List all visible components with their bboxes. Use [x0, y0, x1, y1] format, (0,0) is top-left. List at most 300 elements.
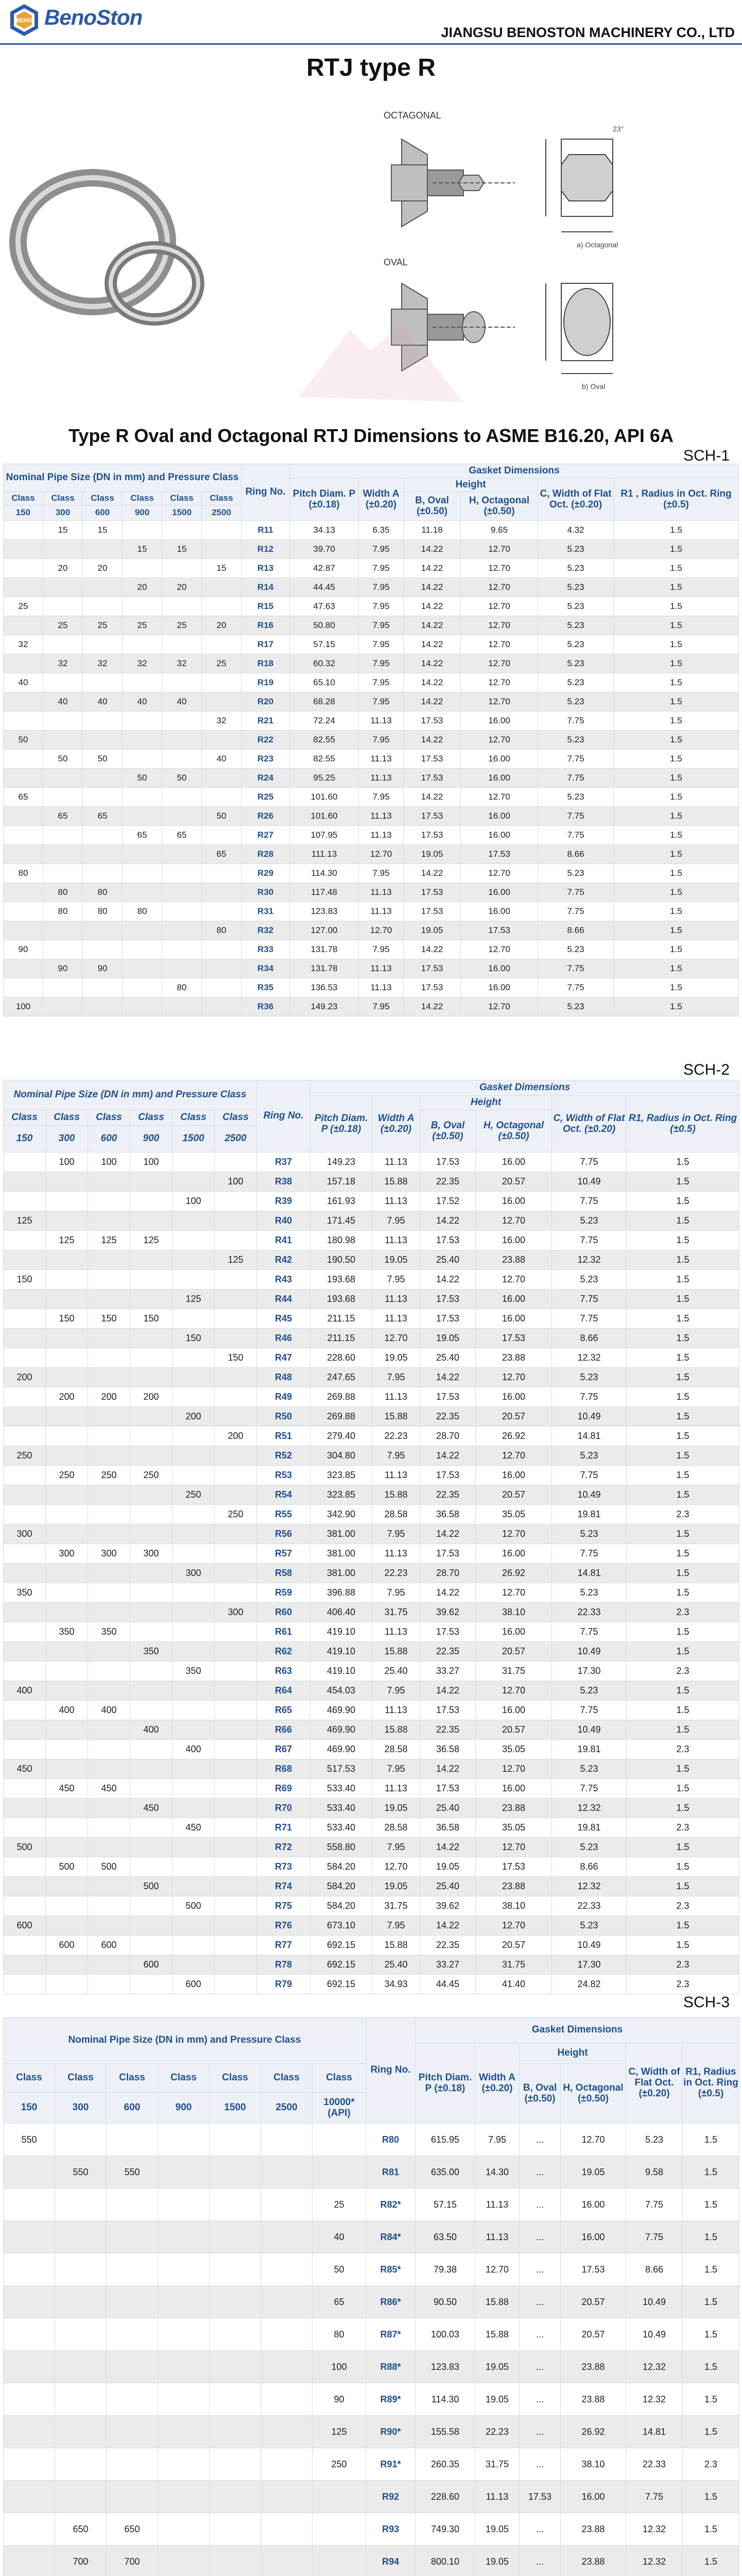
table-cell: 5.23: [538, 940, 614, 959]
table-cell: 32: [202, 711, 241, 731]
ring-number-cell: R34: [241, 959, 290, 978]
table-cell: 12.70: [476, 1270, 552, 1290]
table-cell: 7.95: [372, 1270, 420, 1290]
table-cell: 16.00: [476, 1192, 552, 1211]
table-cell: 12.70: [476, 1368, 552, 1387]
table-cell: [172, 1838, 215, 1857]
table-cell: 32: [162, 654, 202, 673]
table-cell: 39.62: [420, 1603, 476, 1622]
table-cell: 15.88: [475, 2286, 520, 2318]
table-row: [4, 1896, 739, 1916]
table-cell: [83, 826, 123, 845]
table-cell: [43, 788, 83, 807]
table-row: [4, 940, 739, 959]
table-cell: [88, 1446, 130, 1466]
table-cell: [215, 1192, 257, 1211]
table-cell: 1.5: [614, 692, 739, 711]
table-cell: [162, 997, 202, 1016]
table-cell: 12.70: [461, 559, 538, 578]
table-cell: [130, 1975, 172, 1994]
c-width-header: C, Width of Flat Oct. (±0.20): [538, 479, 614, 521]
table-row: [4, 883, 739, 902]
table-cell: 11.13: [359, 750, 404, 769]
ring-number-cell: R26: [241, 807, 290, 826]
table-cell: 63.50: [416, 2221, 475, 2253]
table-cell: 400: [172, 1740, 215, 1759]
table-cell: 533.40: [310, 1799, 372, 1818]
table-cell: 600: [46, 1936, 88, 1955]
width-header: Width A (±0.20): [475, 2043, 520, 2124]
table-row: [4, 1485, 739, 1505]
table-cell: [4, 1192, 46, 1211]
ring-number-cell: R85*: [366, 2253, 416, 2286]
table-cell: 1.5: [614, 845, 739, 864]
table-cell: [261, 2318, 313, 2351]
table-cell: 65: [162, 826, 202, 845]
table-cell: 1.5: [627, 1309, 739, 1329]
table-row: [4, 673, 739, 692]
table-cell: [210, 2351, 261, 2383]
height-header: Height: [420, 1096, 552, 1110]
table-cell: 11.13: [475, 2189, 520, 2221]
table-cell: 17.53: [404, 902, 461, 921]
table-cell: 117.48: [290, 883, 359, 902]
table-row: [4, 1622, 739, 1642]
table-cell: 1.5: [627, 1407, 739, 1427]
table-cell: [172, 1681, 215, 1701]
h-oct-header: H, Octagonal (±0.50): [561, 2064, 626, 2124]
table-cell: [130, 1701, 172, 1720]
table-cell: [4, 1387, 46, 1407]
table-cell: [158, 2546, 210, 2576]
table-cell: 1.5: [683, 2253, 739, 2286]
table-cell: 7.95: [359, 559, 404, 578]
class-value: 150: [4, 505, 43, 521]
table-cell: 25: [83, 616, 123, 635]
table-cell: 1.5: [627, 1192, 739, 1211]
table-cell: 24.82: [552, 1975, 627, 1994]
table-cell: 101.60: [290, 807, 359, 826]
table-cell: [172, 1153, 215, 1172]
table-cell: 2.3: [627, 1740, 739, 1759]
table-cell: 250: [215, 1505, 257, 1524]
table-cell: [107, 2318, 158, 2351]
table-cell: [4, 826, 43, 845]
table-row: [4, 2318, 739, 2351]
table-cell: [46, 1446, 88, 1466]
table-cell: [162, 731, 202, 750]
table-cell: 250: [4, 1446, 46, 1466]
table-cell: 14.22: [420, 1368, 476, 1387]
table-cell: 14.81: [552, 1427, 627, 1446]
sch3-body: [4, 2124, 739, 2576]
table-cell: 19.05: [475, 2546, 520, 2576]
table-cell: [130, 1838, 172, 1857]
table-cell: [130, 1936, 172, 1955]
table-cell: [210, 2286, 261, 2318]
table-cell: [162, 883, 202, 902]
table-cell: 1.5: [614, 673, 739, 692]
table-cell: [83, 978, 123, 997]
table-cell: [46, 1603, 88, 1622]
table-cell: 79.38: [416, 2253, 475, 2286]
table-cell: [88, 1505, 130, 1524]
table-cell: 127.00: [290, 921, 359, 940]
table-cell: 1.5: [614, 711, 739, 731]
table-cell: 14.81: [552, 1564, 627, 1583]
table-cell: 15.88: [372, 1642, 420, 1662]
table-row: [4, 921, 739, 940]
table-cell: 82.55: [290, 750, 359, 769]
table-cell: [215, 1720, 257, 1740]
table-cell: [123, 521, 162, 540]
table-cell: 11.13: [372, 1290, 420, 1309]
table-cell: [55, 2318, 107, 2351]
table-row: [4, 1564, 739, 1583]
table-cell: [162, 845, 202, 864]
ring-number-cell: R53: [257, 1466, 310, 1485]
table-cell: 11.13: [359, 883, 404, 902]
table-cell: [83, 845, 123, 864]
table-cell: [88, 1485, 130, 1505]
table-cell: 12.70: [461, 597, 538, 616]
table-cell: 14.22: [404, 616, 461, 635]
table-row: [4, 2448, 739, 2481]
table-cell: [88, 1329, 130, 1348]
class-label: Class: [158, 2064, 210, 2093]
table-cell: [158, 2253, 210, 2286]
table-cell: 14.22: [404, 654, 461, 673]
table-cell: 14.22: [420, 1446, 476, 1466]
table-cell: 584.20: [310, 1896, 372, 1916]
table-cell: [172, 1250, 215, 1270]
ring-number-cell: R65: [257, 1701, 310, 1720]
ring-number-cell: R64: [257, 1681, 310, 1701]
header-divider: [0, 43, 742, 45]
table-cell: 7.95: [372, 1583, 420, 1603]
table-cell: 1.5: [627, 1857, 739, 1877]
ring-number-cell: R50: [257, 1407, 310, 1427]
table-cell: [88, 1681, 130, 1701]
table-cell: [158, 2351, 210, 2383]
table-row: [4, 1270, 739, 1290]
table-cell: 12.70: [476, 1681, 552, 1701]
table-cell: 5.23: [538, 559, 614, 578]
ring-number-cell: R21: [241, 711, 290, 731]
table-cell: [215, 1896, 257, 1916]
table-cell: [158, 2448, 210, 2481]
table-cell: [215, 1153, 257, 1172]
class-value: 900: [158, 2093, 210, 2124]
table-cell: 20.57: [476, 1936, 552, 1955]
table-cell: [130, 1818, 172, 1838]
table-cell: [130, 1779, 172, 1799]
table-cell: 279.40: [310, 1427, 372, 1446]
company-logo[interactable]: [7, 3, 172, 37]
table-cell: 1.5: [627, 1172, 739, 1192]
table-cell: 25: [4, 597, 43, 616]
table-cell: [130, 1583, 172, 1603]
table-cell: [55, 2286, 107, 2318]
table-cell: [130, 1192, 172, 1211]
table-cell: 550: [107, 2156, 158, 2189]
table-cell: [313, 2546, 366, 2576]
table-cell: 1.5: [627, 1779, 739, 1799]
table-cell: 19.81: [552, 1740, 627, 1759]
table-cell: [130, 1211, 172, 1231]
table-cell: 14.22: [404, 731, 461, 750]
table-cell: 400: [46, 1701, 88, 1720]
table-cell: [215, 1642, 257, 1662]
table-cell: [46, 1955, 88, 1975]
table-row: [4, 2221, 739, 2253]
ring-number-cell: R47: [257, 1348, 310, 1368]
table-cell: 157.18: [310, 1172, 372, 1192]
table-cell: [83, 597, 123, 616]
table-cell: [43, 826, 83, 845]
table-cell: 31.75: [476, 1662, 552, 1681]
table-cell: 5.23: [538, 578, 614, 597]
table-cell: [202, 692, 241, 711]
table-cell: 14.22: [404, 559, 461, 578]
table-cell: 1.5: [614, 597, 739, 616]
ring-number-cell: R76: [257, 1916, 310, 1936]
table-cell: [83, 673, 123, 692]
table-cell: [162, 750, 202, 769]
table-row: [4, 1153, 739, 1172]
table-cell: 28.70: [420, 1564, 476, 1583]
table-cell: [46, 1485, 88, 1505]
table-cell: 50: [43, 750, 83, 769]
table-cell: 12.70: [461, 864, 538, 883]
table-cell: [46, 1740, 88, 1759]
table-cell: [202, 959, 241, 978]
table-cell: 450: [130, 1799, 172, 1818]
ring-number-cell: R48: [257, 1368, 310, 1387]
ring-number-cell: R61: [257, 1622, 310, 1642]
table-cell: 22.23: [372, 1564, 420, 1583]
table-row: [4, 2546, 739, 2576]
ring-number-cell: R22: [241, 731, 290, 750]
table-cell: 800.10: [416, 2546, 475, 2576]
ring-number-cell: R80: [366, 2124, 416, 2156]
table-cell: 125: [88, 1231, 130, 1250]
table-cell: 23.88: [476, 1250, 552, 1270]
table-cell: [123, 750, 162, 769]
table-cell: 1.5: [614, 769, 739, 788]
ring-number-cell: R36: [241, 997, 290, 1016]
table-cell: 400: [4, 1681, 46, 1701]
table-cell: 17.53: [404, 769, 461, 788]
class-value: 2500: [261, 2093, 313, 2124]
class-label: Class: [83, 492, 123, 505]
table-cell: 250: [130, 1466, 172, 1485]
table-cell: 5.23: [538, 540, 614, 559]
table-cell: 10.49: [552, 1407, 627, 1427]
table-row: [4, 559, 739, 578]
table-cell: 700: [55, 2546, 107, 2576]
table-cell: 20.57: [476, 1407, 552, 1427]
table-cell: 533.40: [310, 1818, 372, 1838]
table-cell: ...: [520, 2221, 561, 2253]
table-cell: [88, 1524, 130, 1544]
table-cell: [202, 635, 241, 654]
class-label: Class: [313, 2064, 366, 2093]
table-cell: [55, 2416, 107, 2448]
nominal-header: Nominal Pipe Size (DN in mm) and Pressure Class: [4, 2018, 366, 2064]
table-cell: [55, 2221, 107, 2253]
table-cell: 396.88: [310, 1583, 372, 1603]
class-value: 1500: [172, 1126, 215, 1153]
table-cell: [88, 1603, 130, 1622]
table-cell: [4, 959, 43, 978]
table-cell: 22.23: [372, 1427, 420, 1446]
table-row: [4, 978, 739, 997]
table-cell: 14.22: [404, 940, 461, 959]
ring-number-cell: R44: [257, 1290, 310, 1309]
table-cell: 114.30: [290, 864, 359, 883]
table-cell: 1.5: [627, 1270, 739, 1290]
table-cell: 12.70: [461, 940, 538, 959]
logo-badge-text: BENO: [16, 18, 32, 24]
class-label: Class: [88, 1110, 130, 1126]
table-cell: 228.60: [416, 2481, 475, 2513]
table-cell: [172, 1603, 215, 1622]
table-cell: [88, 1838, 130, 1857]
table-cell: [172, 1505, 215, 1524]
table-cell: 15.88: [372, 1720, 420, 1740]
ring-number-cell: R71: [257, 1818, 310, 1838]
table-row: [4, 1877, 739, 1896]
table-cell: 300: [4, 1524, 46, 1544]
table-cell: [202, 826, 241, 845]
sch2-table: [3, 1080, 739, 1994]
table-cell: [88, 1740, 130, 1759]
table-cell: 200: [4, 1368, 46, 1387]
sch2-body: [4, 1153, 739, 1994]
table-cell: 228.60: [310, 1348, 372, 1368]
table-cell: 14.30: [475, 2156, 520, 2189]
table-cell: [107, 2481, 158, 2513]
table-cell: 7.75: [552, 1466, 627, 1485]
table-cell: [55, 2481, 107, 2513]
table-cell: [4, 1662, 46, 1681]
table-cell: 80: [4, 864, 43, 883]
ring-number-cell: R25: [241, 788, 290, 807]
ring-number-cell: R89*: [366, 2383, 416, 2416]
table-cell: [162, 902, 202, 921]
table-cell: 82.55: [290, 731, 359, 750]
table-cell: 1.5: [627, 1877, 739, 1896]
table-cell: [202, 731, 241, 750]
table-cell: 23.88: [476, 1877, 552, 1896]
table-row: [4, 1329, 739, 1348]
table-cell: [202, 788, 241, 807]
table-cell: 600: [4, 1916, 46, 1936]
table-cell: 25: [123, 616, 162, 635]
height-header: Height: [404, 479, 538, 492]
table-cell: [46, 1211, 88, 1231]
table-cell: [107, 2189, 158, 2221]
c-width-header: C, Width of Flat Oct. (±0.20): [552, 1096, 627, 1153]
table-cell: [88, 1720, 130, 1740]
table-cell: 7.75: [626, 2221, 683, 2253]
table-cell: [202, 864, 241, 883]
table-cell: [4, 883, 43, 902]
table-cell: [162, 711, 202, 731]
ring-number-cell: R82*: [366, 2189, 416, 2221]
nominal-header: Nominal Pipe Size (DN in mm) and Pressure Class: [4, 1080, 257, 1110]
table-cell: 7.95: [359, 864, 404, 883]
table-row: [4, 1505, 739, 1524]
table-cell: [215, 1662, 257, 1681]
table-cell: 65: [313, 2286, 366, 2318]
table-cell: [158, 2416, 210, 2448]
ring-number-cell: R87*: [366, 2318, 416, 2351]
table-cell: [4, 2253, 55, 2286]
table-cell: 11.13: [359, 826, 404, 845]
table-cell: 342.90: [310, 1505, 372, 1524]
table-cell: [4, 711, 43, 731]
table-cell: [4, 1936, 46, 1955]
class-value: 600: [83, 505, 123, 521]
r1-header: R1 , Radius in Oct. Ring (±0.5): [614, 479, 739, 521]
ring-number-cell: R86*: [366, 2286, 416, 2318]
table-cell: 1.5: [614, 635, 739, 654]
table-cell: 22.35: [420, 1642, 476, 1662]
table-cell: 5.23: [552, 1681, 627, 1701]
table-cell: 12.70: [461, 654, 538, 673]
table-cell: 20.57: [476, 1172, 552, 1192]
table-cell: [4, 1290, 46, 1309]
table-cell: [172, 1701, 215, 1720]
table-cell: 1.5: [614, 826, 739, 845]
table-cell: ...: [520, 2156, 561, 2189]
table-row: [4, 2253, 739, 2286]
table-cell: 16.00: [476, 1701, 552, 1720]
table-cell: [130, 1427, 172, 1446]
table-cell: 25: [43, 616, 83, 635]
ring-number-cell: R37: [257, 1153, 310, 1172]
table-cell: [158, 2124, 210, 2156]
table-cell: 80: [123, 902, 162, 921]
table-cell: [215, 1975, 257, 1994]
table-cell: 11.13: [372, 1544, 420, 1564]
table-cell: 123.83: [290, 902, 359, 921]
table-cell: [130, 1603, 172, 1622]
table-cell: 23.88: [561, 2383, 626, 2416]
table-cell: [4, 1348, 46, 1368]
table-cell: 25.40: [372, 1662, 420, 1681]
table-cell: 1.5: [627, 1916, 739, 1936]
table-cell: [46, 1896, 88, 1916]
table-row: [4, 1720, 739, 1740]
table-cell: 50.80: [290, 616, 359, 635]
table-cell: 65: [202, 845, 241, 864]
table-cell: 25.40: [420, 1250, 476, 1270]
table-cell: 615.95: [416, 2124, 475, 2156]
table-cell: 65: [4, 788, 43, 807]
table-cell: [4, 750, 43, 769]
table-cell: [107, 2124, 158, 2156]
table-cell: [4, 2448, 55, 2481]
table-cell: 90: [313, 2383, 366, 2416]
ring-number-cell: R40: [257, 1211, 310, 1231]
class-label: Class: [46, 1110, 88, 1126]
table-cell: [43, 978, 83, 997]
table-cell: 36.58: [420, 1818, 476, 1838]
table-cell: 19.81: [552, 1505, 627, 1524]
